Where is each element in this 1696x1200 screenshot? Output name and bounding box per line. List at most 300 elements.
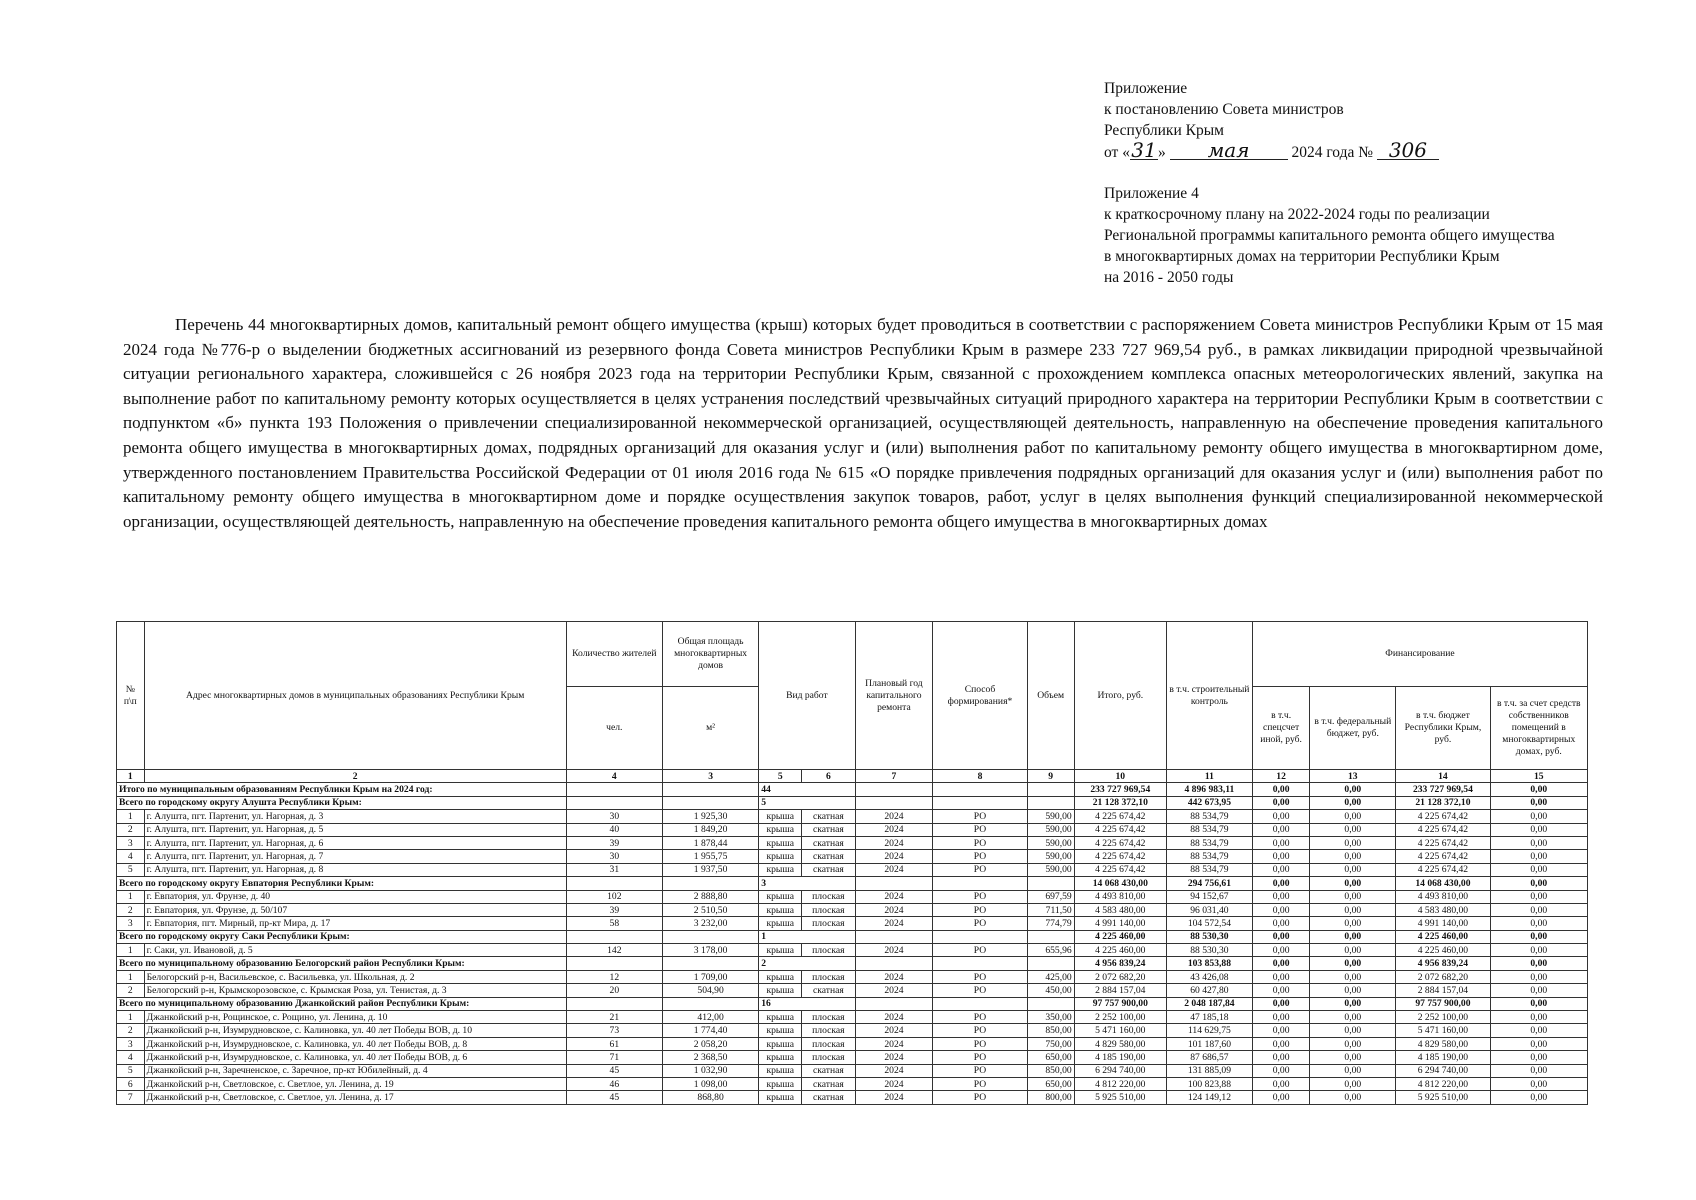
control-amount: 442 673,95: [1166, 796, 1252, 809]
address-cell: Джанкойский р-н, Изумрудновское, с. Калиновка, ул. 40 лет Победы ВОВ, д. 6: [144, 1051, 566, 1064]
header-date-line: [1104, 138, 1664, 163]
address-cell: Джанкойский р-н, Заречненское, с. Заречное, пр-кт Юбилейный, д. 4: [144, 1064, 566, 1077]
special-amount: 0,00: [1252, 903, 1309, 916]
republic-amount: 4 225 460,00: [1396, 930, 1490, 943]
date-mid: »: [1157, 144, 1166, 161]
residents-cell: [566, 930, 662, 943]
table-row: [117, 810, 1588, 823]
federal-amount: 0,00: [1310, 944, 1396, 957]
area-cell: 1 925,30: [662, 810, 758, 823]
volume-cell: 800,00: [1027, 1091, 1074, 1104]
republic-amount: 2 252 100,00: [1396, 1011, 1490, 1024]
residents-cell: 102: [566, 890, 662, 903]
year-cell: [855, 930, 933, 943]
republic-amount: 4 225 674,42: [1396, 836, 1490, 849]
federal-amount: 0,00: [1310, 1037, 1396, 1050]
roof-type-cell: плоская: [802, 890, 855, 903]
total-amount: 6 294 740,00: [1074, 1064, 1166, 1077]
roof-type-cell: плоская: [802, 903, 855, 916]
method-cell: РО: [933, 850, 1027, 863]
row-number: 3: [117, 917, 145, 930]
volume-cell: 650,00: [1027, 1051, 1074, 1064]
address-cell: Джанкойский р-н, Изумрудновское, с. Калиновка, ул. 40 лет Победы ВОВ, д. 8: [144, 1037, 566, 1050]
total-amount: 2 252 100,00: [1074, 1011, 1166, 1024]
special-amount: 0,00: [1252, 997, 1309, 1010]
address-cell: г. Алушта, пгт. Партенит, ул. Нагорная, д. 3: [144, 810, 566, 823]
method-cell: [933, 877, 1027, 890]
year-cell: 2024: [855, 917, 933, 930]
table-row: [117, 1064, 1588, 1077]
total-amount: 4 956 839,24: [1074, 957, 1166, 970]
col-header-residents: Количество жителей: [566, 622, 662, 687]
area-cell: 1 955,75: [662, 850, 758, 863]
special-amount: 0,00: [1252, 796, 1309, 809]
federal-amount: 0,00: [1310, 810, 1396, 823]
date-day: 31: [1131, 138, 1157, 162]
area-cell: 2 510,50: [662, 903, 758, 916]
year-cell: 2024: [855, 970, 933, 983]
roof-type-cell: скатная: [802, 1077, 855, 1090]
row-number: 2: [117, 984, 145, 997]
row-number: 2: [117, 823, 145, 836]
special-amount: 0,00: [1252, 863, 1309, 876]
roof-type-cell: скатная: [802, 823, 855, 836]
special-amount: 0,00: [1252, 1051, 1309, 1064]
appendix-line-1: Приложение 4: [1104, 185, 1199, 202]
control-amount: 94 152,67: [1166, 890, 1252, 903]
roof-type-cell: скатная: [802, 836, 855, 849]
year-cell: [855, 957, 933, 970]
owners-amount: 0,00: [1490, 1037, 1587, 1050]
roof-type-cell: скатная: [802, 863, 855, 876]
residents-cell: 46: [566, 1077, 662, 1090]
republic-amount: 4 225 460,00: [1396, 944, 1490, 957]
address-cell: Джанкойский р-н, Изумрудновское, с. Калиновка, ул. 40 лет Победы ВОВ, д. 10: [144, 1024, 566, 1037]
republic-amount: 4 225 674,42: [1396, 850, 1490, 863]
house-count: 3: [759, 877, 855, 890]
house-count: 44: [759, 783, 855, 796]
volume-cell: 590,00: [1027, 836, 1074, 849]
total-amount: 5 471 160,00: [1074, 1024, 1166, 1037]
work-type-cell: крыша: [759, 1091, 802, 1104]
appendix-line-3: Региональной программы капитального ремонта общего имущества: [1104, 227, 1555, 244]
owners-amount: 0,00: [1490, 850, 1587, 863]
work-type-cell: крыша: [759, 1011, 802, 1024]
total-amount: 4 225 674,42: [1074, 810, 1166, 823]
column-number: 15: [1490, 770, 1587, 783]
work-type-cell: крыша: [759, 1077, 802, 1090]
special-amount: 0,00: [1252, 877, 1309, 890]
special-amount: 0,00: [1252, 930, 1309, 943]
area-cell: 1 709,00: [662, 970, 758, 983]
area-cell: 504,90: [662, 984, 758, 997]
subtotal-row: [117, 783, 1588, 796]
date-prefix: от «: [1104, 144, 1130, 161]
roof-type-cell: плоская: [802, 917, 855, 930]
col-header-no: № п\п: [117, 622, 145, 770]
volume-cell: [1027, 997, 1074, 1010]
total-amount: 4 225 460,00: [1074, 930, 1166, 943]
subtotal-label: Всего по городскому округу Саки Республики Крым:: [117, 930, 567, 943]
total-amount: 4 991 140,00: [1074, 917, 1166, 930]
owners-amount: 0,00: [1490, 1051, 1587, 1064]
federal-amount: 0,00: [1310, 850, 1396, 863]
address-cell: г. Алушта, пгт. Партенит, ул. Нагорная, д. 6: [144, 836, 566, 849]
area-cell: 1 878,44: [662, 836, 758, 849]
republic-amount: 14 068 430,00: [1396, 877, 1490, 890]
row-number: 2: [117, 1024, 145, 1037]
area-cell: 412,00: [662, 1011, 758, 1024]
work-type-cell: крыша: [759, 970, 802, 983]
republic-amount: 4 185 190,00: [1396, 1051, 1490, 1064]
volume-cell: 590,00: [1027, 810, 1074, 823]
method-cell: [933, 957, 1027, 970]
volume-cell: 655,96: [1027, 944, 1074, 957]
method-cell: РО: [933, 810, 1027, 823]
control-amount: 100 823,88: [1166, 1077, 1252, 1090]
total-amount: 14 068 430,00: [1074, 877, 1166, 890]
table-row: [117, 863, 1588, 876]
roof-type-cell: скатная: [802, 850, 855, 863]
area-cell: 3 232,00: [662, 917, 758, 930]
column-number: 2: [144, 770, 566, 783]
owners-amount: 0,00: [1490, 917, 1587, 930]
area-cell: 2 368,50: [662, 1051, 758, 1064]
address-cell: Джанкойский р-н, Рощинское, с. Рощино, ул. Ленина, д. 10: [144, 1011, 566, 1024]
control-amount: 60 427,80: [1166, 984, 1252, 997]
table-row: [117, 850, 1588, 863]
control-amount: 88 534,79: [1166, 810, 1252, 823]
total-amount: 4 812 220,00: [1074, 1077, 1166, 1090]
volume-cell: 590,00: [1027, 850, 1074, 863]
volume-cell: 697,59: [1027, 890, 1074, 903]
table-row: [117, 890, 1588, 903]
residents-cell: 61: [566, 1037, 662, 1050]
address-cell: г. Евпатория, ул. Фрунзе, д. 50/107: [144, 903, 566, 916]
work-type-cell: крыша: [759, 810, 802, 823]
date-month: мая: [1170, 141, 1288, 160]
col-header-area: Общая площадь многоквартирных домов: [662, 622, 758, 687]
intro-paragraph: Перечень 44 многоквартирных домов, капитальный ремонт общего имущества (крыш) которых будет проводиться в соответствии с распоряжением Совета министров Республики Крым от 15 мая 2024 года №776-р о выделении бюджетных ассигнований из резервного фонда Совета министров Республики Крым в размере 233 727 969,54 руб., в рамках ликвидации природной чрезвычайной ситуации регионального характера, сложившейся с 26 ноября 2023 года на территории Республики Крым, связанной с прохождением комплекса опасных метеорологических явлений, закупка на выполнение работ по капитальному ремонту которых осуществляется в целях устранения последствий чрезвычайных ситуаций природного характера на территории Республики Крым в соответствии с подпунктом «б» пункта 193 Положения о привлечении специализированной некоммерческой организацией, осуществляющей деятельность, направленную на обеспечение проведения капитального ремонта общего имущества в многоквартирных домах, подрядных организаций для оказания услуг и (или) выполнения работ по капитальному ремонту общего имущества в многоквартирном доме, утвержденного постановлением Правительства Российской Федерации от 01 июля 2016 года № 615 «О порядке привлечения подрядных организаций для оказания услуг и (или) выполнения работ по капитальному ремонту общего имущества в многоквартирном доме и порядке осуществления закупок товаров, работ, услуг в целях выполнения функций специализированной некоммерческой организации, осуществляющей деятельность, направленную на обеспечение проведения капитального ремонта общего имущества в многоквартирных домах: [123, 315, 1603, 531]
year-cell: 2024: [855, 984, 933, 997]
special-amount: 0,00: [1252, 1091, 1309, 1104]
year-cell: 2024: [855, 903, 933, 916]
republic-amount: 4 583 480,00: [1396, 903, 1490, 916]
special-amount: 0,00: [1252, 836, 1309, 849]
volume-cell: 350,00: [1027, 1011, 1074, 1024]
total-amount: 2 884 157,04: [1074, 984, 1166, 997]
control-amount: 124 149,12: [1166, 1091, 1252, 1104]
total-amount: 4 829 580,00: [1074, 1037, 1166, 1050]
method-cell: [933, 997, 1027, 1010]
row-number: 1: [117, 944, 145, 957]
column-number: 13: [1310, 770, 1396, 783]
owners-amount: 0,00: [1490, 890, 1587, 903]
method-cell: РО: [933, 863, 1027, 876]
volume-cell: [1027, 957, 1074, 970]
column-number: 12: [1252, 770, 1309, 783]
column-number-row: [117, 770, 1588, 783]
date-year: 2024 года №: [1291, 144, 1374, 161]
column-number: 10: [1074, 770, 1166, 783]
total-amount: 97 757 900,00: [1074, 997, 1166, 1010]
total-amount: 4 493 810,00: [1074, 890, 1166, 903]
residents-cell: 71: [566, 1051, 662, 1064]
residents-cell: 142: [566, 944, 662, 957]
resolution-number: 306: [1377, 141, 1439, 160]
control-amount: 88 530,30: [1166, 944, 1252, 957]
republic-amount: 6 294 740,00: [1396, 1064, 1490, 1077]
republic-amount: 2 884 157,04: [1396, 984, 1490, 997]
total-amount: 4 225 460,00: [1074, 944, 1166, 957]
area-cell: 1 032,90: [662, 1064, 758, 1077]
volume-cell: [1027, 783, 1074, 796]
address-cell: Джанкойский р-н, Светловское, с. Светлое, ул. Ленина, д. 17: [144, 1091, 566, 1104]
federal-amount: 0,00: [1310, 1024, 1396, 1037]
control-amount: 88 534,79: [1166, 836, 1252, 849]
owners-amount: 0,00: [1490, 1011, 1587, 1024]
column-number: 6: [802, 770, 855, 783]
federal-amount: 0,00: [1310, 930, 1396, 943]
owners-amount: 0,00: [1490, 783, 1587, 796]
federal-amount: 0,00: [1310, 997, 1396, 1010]
owners-amount: 0,00: [1490, 957, 1587, 970]
subtotal-label: Всего по городскому округу Евпатория Республики Крым:: [117, 877, 567, 890]
volume-cell: [1027, 796, 1074, 809]
year-cell: 2024: [855, 1077, 933, 1090]
table-row: [117, 970, 1588, 983]
work-type-cell: крыша: [759, 890, 802, 903]
control-amount: 87 686,57: [1166, 1051, 1252, 1064]
column-number: 5: [759, 770, 802, 783]
owners-amount: 0,00: [1490, 1024, 1587, 1037]
subtotal-row: [117, 796, 1588, 809]
roof-type-cell: плоская: [802, 944, 855, 957]
col-header-address: Адрес многоквартирных домов в муниципальных образованиях Республики Крым: [144, 622, 566, 770]
republic-amount: 21 128 372,10: [1396, 796, 1490, 809]
table-row: [117, 1011, 1588, 1024]
year-cell: 2024: [855, 1024, 933, 1037]
residents-cell: 30: [566, 850, 662, 863]
subtotal-label: Всего по муниципальному образованию Джанкойский район Республики Крым:: [117, 997, 567, 1010]
special-amount: 0,00: [1252, 850, 1309, 863]
address-cell: г. Евпатория, ул. Фрунзе, д. 40: [144, 890, 566, 903]
area-cell: 868,80: [662, 1091, 758, 1104]
owners-amount: 0,00: [1490, 823, 1587, 836]
roof-type-cell: плоская: [802, 1051, 855, 1064]
work-type-cell: крыша: [759, 836, 802, 849]
federal-amount: 0,00: [1310, 890, 1396, 903]
owners-amount: 0,00: [1490, 903, 1587, 916]
control-amount: 101 187,60: [1166, 1037, 1252, 1050]
residents-cell: 45: [566, 1091, 662, 1104]
control-amount: 88 534,79: [1166, 823, 1252, 836]
republic-amount: 4 225 674,42: [1396, 823, 1490, 836]
header-line-2: к постановлению Совета министров: [1104, 101, 1344, 118]
special-amount: 0,00: [1252, 1077, 1309, 1090]
method-cell: РО: [933, 1091, 1027, 1104]
area-cell: 3 178,00: [662, 944, 758, 957]
owners-amount: 0,00: [1490, 810, 1587, 823]
residents-cell: [566, 877, 662, 890]
table-row: [117, 1077, 1588, 1090]
column-number: 7: [855, 770, 933, 783]
roof-type-cell: плоская: [802, 970, 855, 983]
column-number: 3: [662, 770, 758, 783]
roof-type-cell: скатная: [802, 1091, 855, 1104]
special-amount: 0,00: [1252, 1064, 1309, 1077]
year-cell: [855, 877, 933, 890]
header-line-3: Республики Крым: [1104, 122, 1224, 139]
housing-repair-table: [116, 621, 1588, 1105]
volume-cell: 850,00: [1027, 1064, 1074, 1077]
table-row: [117, 1091, 1588, 1104]
row-number: 1: [117, 890, 145, 903]
owners-amount: 0,00: [1490, 1064, 1587, 1077]
republic-amount: 4 991 140,00: [1396, 917, 1490, 930]
federal-amount: 0,00: [1310, 1051, 1396, 1064]
control-amount: 131 885,09: [1166, 1064, 1252, 1077]
column-number: 11: [1166, 770, 1252, 783]
special-amount: 0,00: [1252, 1024, 1309, 1037]
owners-amount: 0,00: [1490, 997, 1587, 1010]
federal-amount: 0,00: [1310, 1077, 1396, 1090]
table-row: [117, 1037, 1588, 1050]
total-amount: 4 185 190,00: [1074, 1051, 1166, 1064]
republic-amount: 4 956 839,24: [1396, 957, 1490, 970]
volume-cell: 650,00: [1027, 1077, 1074, 1090]
area-cell: [662, 877, 758, 890]
column-number: 14: [1396, 770, 1490, 783]
method-cell: РО: [933, 903, 1027, 916]
total-amount: 4 225 674,42: [1074, 823, 1166, 836]
republic-amount: 4 225 674,42: [1396, 863, 1490, 876]
col-header-method: Способ формирования*: [933, 622, 1027, 770]
special-amount: 0,00: [1252, 823, 1309, 836]
roof-type-cell: плоская: [802, 1011, 855, 1024]
year-cell: 2024: [855, 1091, 933, 1104]
house-count: 1: [759, 930, 855, 943]
table-row: [117, 1024, 1588, 1037]
method-cell: [933, 796, 1027, 809]
federal-amount: 0,00: [1310, 863, 1396, 876]
special-amount: 0,00: [1252, 810, 1309, 823]
roof-type-cell: скатная: [802, 984, 855, 997]
work-type-cell: крыша: [759, 944, 802, 957]
subtotal-row: [117, 877, 1588, 890]
col-header-owners: в т.ч. за счет средств собственников помещений в многоквартирных домах, руб.: [1490, 687, 1587, 770]
owners-amount: 0,00: [1490, 970, 1587, 983]
republic-amount: 4 225 674,42: [1396, 810, 1490, 823]
area-cell: 2 888,80: [662, 890, 758, 903]
column-number: 1: [117, 770, 145, 783]
subtotal-label: Всего по муниципальному образованию Белогорский район Республики Крым:: [117, 957, 567, 970]
owners-amount: 0,00: [1490, 930, 1587, 943]
control-amount: 47 185,18: [1166, 1011, 1252, 1024]
residents-cell: 73: [566, 1024, 662, 1037]
work-type-cell: крыша: [759, 1037, 802, 1050]
residents-cell: 12: [566, 970, 662, 983]
federal-amount: 0,00: [1310, 903, 1396, 916]
method-cell: РО: [933, 1064, 1027, 1077]
work-type-cell: крыша: [759, 863, 802, 876]
federal-amount: 0,00: [1310, 957, 1396, 970]
method-cell: РО: [933, 1051, 1027, 1064]
area-cell: 1 849,20: [662, 823, 758, 836]
row-number: 5: [117, 863, 145, 876]
residents-cell: 20: [566, 984, 662, 997]
year-cell: 2024: [855, 1064, 933, 1077]
table-row: [117, 944, 1588, 957]
owners-amount: 0,00: [1490, 984, 1587, 997]
volume-cell: 750,00: [1027, 1037, 1074, 1050]
area-cell: [662, 957, 758, 970]
subtotal-label: Всего по городскому округу Алушта Республики Крым:: [117, 796, 567, 809]
area-cell: [662, 796, 758, 809]
row-number: 4: [117, 1051, 145, 1064]
row-number: 1: [117, 1011, 145, 1024]
residents-cell: [566, 997, 662, 1010]
control-amount: 294 756,61: [1166, 877, 1252, 890]
control-amount: 43 426,08: [1166, 970, 1252, 983]
work-type-cell: крыша: [759, 1051, 802, 1064]
year-cell: 2024: [855, 890, 933, 903]
method-cell: [933, 930, 1027, 943]
federal-amount: 0,00: [1310, 1011, 1396, 1024]
method-cell: РО: [933, 944, 1027, 957]
republic-amount: 97 757 900,00: [1396, 997, 1490, 1010]
volume-cell: 850,00: [1027, 1024, 1074, 1037]
address-cell: Белогорский р-н, Крымскорозовское, с. Крымская Роза, ул. Тенистая, д. 3: [144, 984, 566, 997]
year-cell: 2024: [855, 823, 933, 836]
volume-cell: 711,50: [1027, 903, 1074, 916]
roof-type-cell: скатная: [802, 810, 855, 823]
residents-cell: 21: [566, 1011, 662, 1024]
volume-cell: 450,00: [1027, 984, 1074, 997]
col-header-work: Вид работ: [759, 622, 855, 770]
method-cell: РО: [933, 890, 1027, 903]
total-amount: 4 225 674,42: [1074, 850, 1166, 863]
appendix-line-5: на 2016 - 2050 годы: [1104, 269, 1234, 286]
owners-amount: 0,00: [1490, 877, 1587, 890]
federal-amount: 0,00: [1310, 984, 1396, 997]
residents-cell: [566, 957, 662, 970]
row-number: 6: [117, 1077, 145, 1090]
area-cell: 1 098,00: [662, 1077, 758, 1090]
volume-cell: 774,79: [1027, 917, 1074, 930]
volume-cell: 590,00: [1027, 823, 1074, 836]
row-number: 1: [117, 970, 145, 983]
control-amount: 103 853,88: [1166, 957, 1252, 970]
control-amount: 96 031,40: [1166, 903, 1252, 916]
address-cell: г. Алушта, пгт. Партенит, ул. Нагорная, д. 5: [144, 823, 566, 836]
control-amount: 104 572,54: [1166, 917, 1252, 930]
federal-amount: 0,00: [1310, 1064, 1396, 1077]
federal-amount: 0,00: [1310, 796, 1396, 809]
year-cell: 2024: [855, 1011, 933, 1024]
col-header-volume: Объем: [1027, 622, 1074, 770]
row-number: 3: [117, 1037, 145, 1050]
total-amount: 5 925 510,00: [1074, 1091, 1166, 1104]
method-cell: РО: [933, 1011, 1027, 1024]
house-count: 16: [759, 997, 855, 1010]
roof-type-cell: плоская: [802, 1024, 855, 1037]
owners-amount: 0,00: [1490, 1091, 1587, 1104]
residents-cell: 30: [566, 810, 662, 823]
area-cell: [662, 997, 758, 1010]
row-number: 1: [117, 810, 145, 823]
row-number: 2: [117, 903, 145, 916]
